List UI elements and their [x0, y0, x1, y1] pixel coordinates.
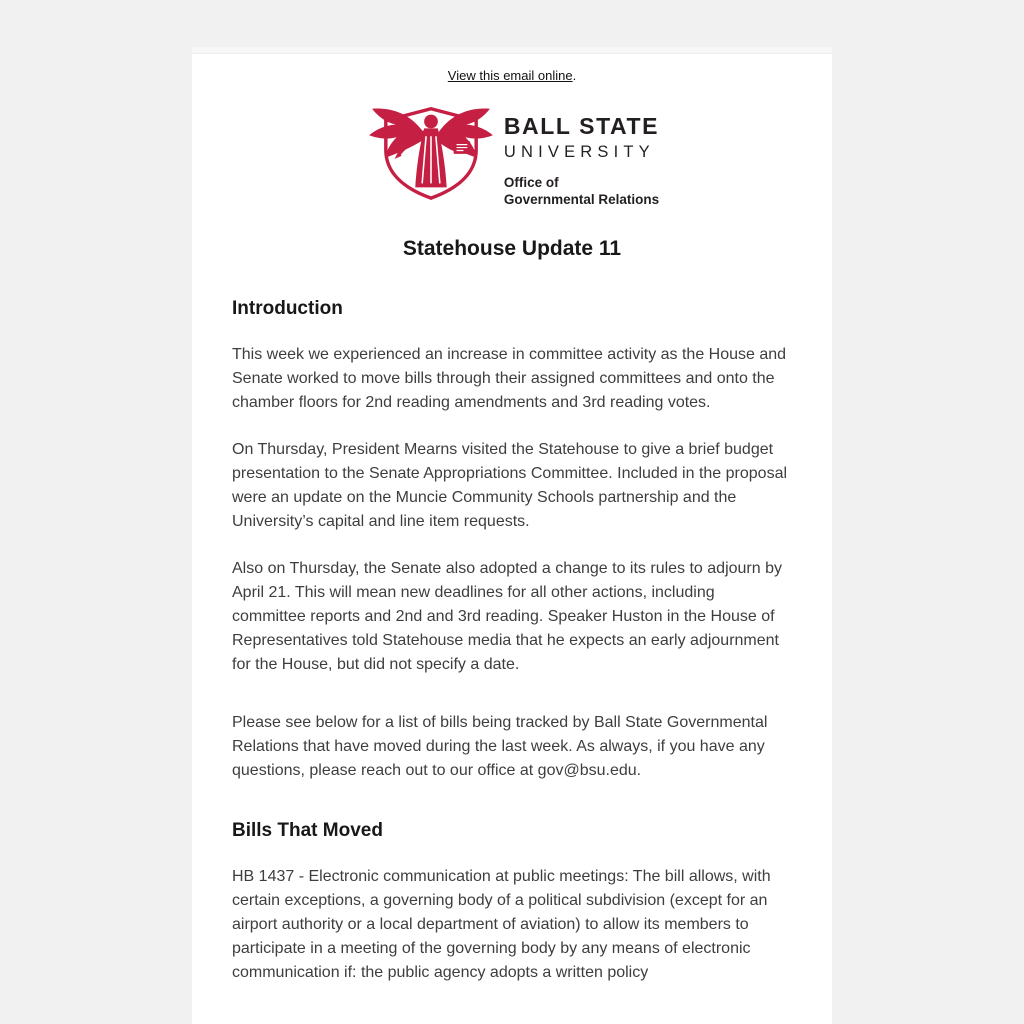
preheader: [232, 54, 792, 83]
bill-paragraph-hb1437: HB 1437 - Electronic communication at public meetings: The bill allows, with certain exceptions, a governing body of a political subdivision (except for an airport authority or a local department of aviation) to allow its members to participate in a meeting of the governing body by any means of electronic communication if: the public agency adopts a written policy: [232, 868, 771, 981]
page-background: [0, 47, 1024, 1024]
ball-state-beneficence-emblem-icon: [365, 95, 497, 205]
intro-paragraph-1: This week we experienced an increase in committee activity as the House and Senate worked to move bills through their assigned committees and onto the chamber floors for 2nd reading amendments and 3rd reading votes.: [232, 346, 787, 411]
brand-name-line2: UNIVERSITY: [503, 143, 655, 161]
university-logo: [232, 95, 792, 207]
preheader-suffix: .: [572, 68, 577, 83]
intro-paragraph-2: On Thursday, President Mearns visited the Statehouse to give a brief budget presentation to the Senate Appropriations Committee. Included in the proposal were an update on the Muncie Community Schools partnership and the University’s capital and line item requests.: [232, 441, 788, 530]
office-name-line1: Office of: [503, 174, 559, 190]
section-heading-bills-that-moved: Bills That Moved: [232, 820, 383, 841]
intro-paragraph-3: Also on Thursday, the Senate also adopted a change to its rules to adjourn by April 21. This will mean new deadlines for all other actions, including committee reports and 2nd and 3rd reading. Speaker Huston in the House of Representatives told Statehouse media that he expects an early adjournment for the House, but did not specify a date.: [232, 560, 782, 673]
email-card: [192, 47, 832, 1024]
view-online-link[interactable]: View this email online: [447, 68, 573, 83]
card-top-strip: [192, 47, 832, 54]
section-heading-introduction: Introduction: [232, 298, 343, 319]
brand-name-line1: BALL STATE: [503, 113, 660, 139]
logo-wordmark: [504, 95, 659, 208]
intro-paragraph-4: Please see below for a list of bills being tracked by Ball State Governmental Relations that have moved during the last week. As always, if you have any questions, please reach out to our office at gov@bsu.edu.: [232, 714, 768, 779]
office-name-line2: Governmental Relations: [503, 191, 660, 207]
newsletter-title: Statehouse Update 11: [402, 237, 622, 260]
office-name: [504, 174, 659, 208]
